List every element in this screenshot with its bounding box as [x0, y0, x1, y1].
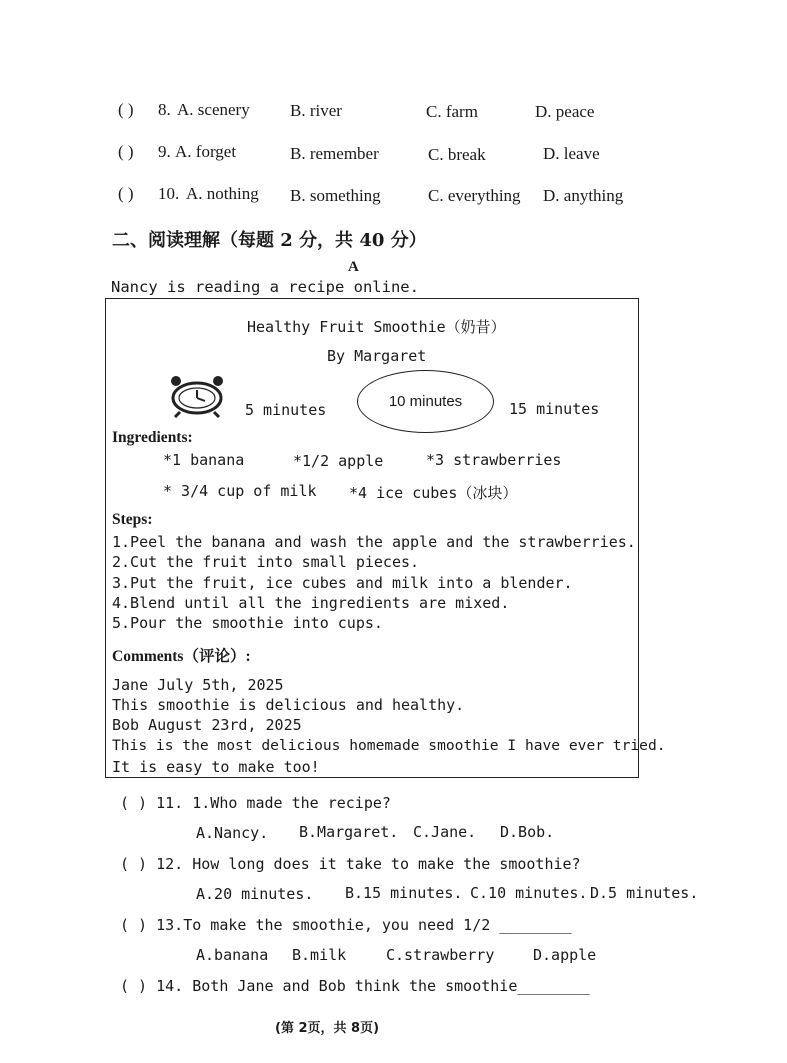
step-1: 1.Peel the banana and wash the apple and the strawberries. [112, 533, 636, 551]
mc-paren-10: ( ) [118, 184, 134, 203]
mc-option-9a: A. forget [175, 142, 237, 161]
mc-option-9b: B. remember [290, 144, 379, 163]
mc-num-10: 10. [158, 184, 180, 203]
ingredient-strawberries: *3 strawberries [426, 451, 562, 469]
steps-heading: Steps: [112, 511, 153, 528]
mc-option-10c: C. everything [428, 186, 521, 205]
ingredient-banana: *1 banana [163, 451, 245, 469]
page-footer: (第 2页，共 8页) [275, 1021, 380, 1036]
mc-option-9d: D. leave [543, 144, 600, 163]
question-12: ( ) 12. How long does it take to make the smoothie? [120, 855, 581, 873]
q12-option-d: D.5 minutes. [590, 884, 699, 902]
question-14: ( ) 14. Both Jane and Bob think the smoothie________ [120, 977, 590, 995]
circled-time-label: 10 minutes [388, 393, 463, 410]
q13-option-c: C.strawberry [386, 946, 495, 964]
mc-option-8c: C. farm [426, 102, 478, 121]
circled-time-oval [357, 370, 494, 433]
mc-num-9: 9. [158, 142, 171, 161]
comments-heading: Comments（评论）: [112, 648, 251, 665]
mc-option-10a: A. nothing [186, 184, 259, 203]
q13-option-d: D.apple [533, 946, 597, 964]
mc-option-10d: D. anything [543, 186, 624, 205]
mc-option-8b: B. river [290, 101, 342, 120]
q11-option-d: D.Bob. [500, 823, 555, 841]
q11-option-a: A.Nancy. [196, 824, 269, 842]
mc-num-8: 8. [158, 100, 171, 119]
q12-option-a: A.20 minutes. [196, 885, 314, 903]
mc-paren-9: ( ) [118, 142, 134, 161]
section-title: 二、阅读理解（每题 2 分，共 40 分） [112, 230, 427, 251]
q12-option-b: B.15 minutes. [345, 884, 463, 902]
mc-option-10b: B. something [290, 186, 381, 205]
step-2: 2.Cut the fruit into small pieces. [112, 553, 420, 571]
mc-option-8d: D. peace [535, 102, 595, 121]
q11-option-c: C.Jane. [413, 823, 477, 841]
ingredients-heading: Ingredients: [112, 429, 193, 446]
q13-option-b: B.milk [292, 946, 347, 964]
ingredient-ice-cubes: *4 ice cubes（冰块） [349, 484, 518, 502]
recipe-title: Healthy Fruit Smoothie（奶昔） [247, 318, 506, 336]
comment-2-author-date: Bob August 23rd, 2025 [112, 716, 302, 734]
comment-2-text: This is the most delicious homemade smoothie I have ever tried. [112, 737, 666, 754]
ingredient-apple: *1/2 apple [293, 452, 384, 470]
passage-label: A [348, 259, 359, 275]
passage-intro: Nancy is reading a recipe online. [111, 278, 419, 296]
step-3: 3.Put the fruit, ice cubes and milk into a blender. [112, 574, 573, 592]
alarm-clock-icon [166, 374, 228, 418]
step-4: 4.Blend until all the ingredients are mixed. [112, 594, 510, 612]
q13-option-a: A.banana [196, 946, 269, 964]
comment-1-author-date: Jane July 5th, 2025 [112, 676, 284, 694]
comment-2-text-cont: It is easy to make too! [112, 758, 320, 776]
recipe-author: By Margaret [327, 347, 427, 365]
time-5-minutes: 5 minutes [245, 401, 327, 419]
question-13: ( ) 13.To make the smoothie, you need 1/2 ________ [120, 916, 572, 934]
question-11: ( ) 11. 1.Who made the recipe? [120, 794, 391, 812]
mc-option-8a: A. scenery [177, 100, 250, 119]
mc-paren-8: ( ) [118, 100, 134, 119]
time-15-minutes: 15 minutes [509, 400, 600, 418]
step-5: 5.Pour the smoothie into cups. [112, 614, 383, 632]
ingredient-milk: * 3/4 cup of milk [163, 482, 317, 500]
q11-option-b: B.Margaret. [299, 823, 399, 841]
mc-option-9c: C. break [428, 145, 486, 164]
q12-option-c: C.10 minutes. [470, 884, 588, 902]
comment-1-text: This smoothie is delicious and healthy. [112, 696, 465, 714]
